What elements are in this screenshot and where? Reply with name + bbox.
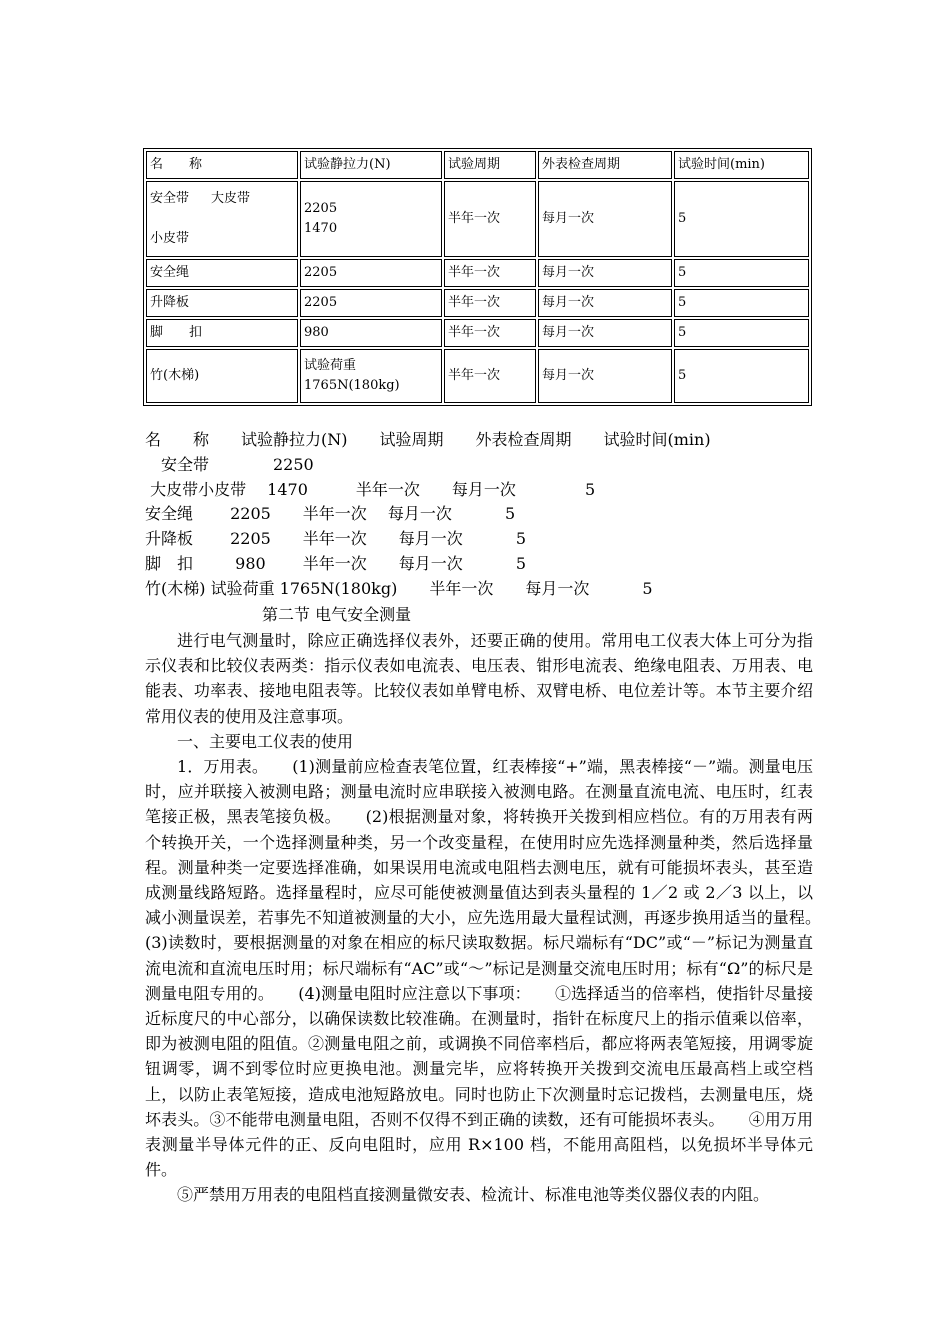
test-standards-table bbox=[143, 148, 812, 406]
cell-period: 半年一次 bbox=[444, 349, 536, 403]
cell-check: 每月一次 bbox=[538, 181, 672, 257]
paragraph: 进行电气测量时，除应正确选择仪表外，还要正确的使用。常用电工仪表大体上可分为指示仪表和比较仪表两类：指示仪表如电流表、电压表、钳形电流表、绝缘电阻表、万用表、电能表、功率表、接地电阻表等。比较仪表如单臂电桥、双臂电桥、电位差计等。本节主要介绍常用仪表的使用及注意事项。 bbox=[145, 631, 813, 726]
big-belt-label: 大皮带 bbox=[211, 191, 251, 206]
cell-check: 每月一次 bbox=[538, 349, 672, 403]
header-test-time: 试验时间(min) bbox=[674, 151, 809, 179]
cell-time: 5 bbox=[674, 349, 809, 403]
header-name: 名 称 bbox=[146, 151, 298, 179]
subheading: 一、主要电工仪表的使用 bbox=[177, 731, 354, 751]
list-item: 安全绳 2205 半年一次 每月一次 5 bbox=[145, 504, 516, 524]
cell-force: 2205 bbox=[300, 259, 442, 287]
table-row bbox=[146, 289, 809, 317]
cell-name: 竹(木梯) bbox=[146, 349, 298, 403]
body-text bbox=[145, 628, 846, 1208]
cell-name: 安全绳 bbox=[146, 259, 298, 287]
table-row bbox=[146, 259, 809, 287]
list-item: 安全带 2250 bbox=[145, 454, 314, 474]
table-row bbox=[146, 181, 809, 257]
cell-name: 升降板 bbox=[146, 289, 298, 317]
cell-name: 脚 扣 bbox=[146, 319, 298, 347]
cell-time: 5 bbox=[674, 259, 809, 287]
cell-force: 2205 1470 bbox=[300, 181, 442, 257]
cell-name bbox=[146, 181, 298, 257]
belt-label: 安全带 bbox=[150, 191, 190, 206]
cell-period: 半年一次 bbox=[444, 259, 536, 287]
cell-time: 5 bbox=[674, 289, 809, 317]
cell-check: 每月一次 bbox=[538, 319, 672, 347]
cell-check: 每月一次 bbox=[538, 259, 672, 287]
cell-time: 5 bbox=[674, 319, 809, 347]
table-row bbox=[146, 349, 809, 403]
list-item: 升降板 2205 半年一次 每月一次 5 bbox=[145, 529, 527, 549]
small-belt-label: 小皮带 bbox=[150, 231, 190, 246]
cell-period: 半年一次 bbox=[444, 289, 536, 317]
cell-time: 5 bbox=[674, 181, 809, 257]
cell-force: 980 bbox=[300, 319, 442, 347]
cell-force: 试验荷重 1765N(180kg) bbox=[300, 349, 442, 403]
list-item: 大皮带小皮带 1470 半年一次 每月一次 5 bbox=[145, 479, 596, 499]
cell-force: 2205 bbox=[300, 289, 442, 317]
paragraph: 1．万用表。 (1)测量前应检查表笔位置，红表棒接“+”端，黑表棒接“－”端。测量电压时，应并联接入被测电路；测量电流时应串联接入被测电路。在测量直流电流、电压时，红表笔接正极，黑表笔接负极。 (2)根据测量对象，将转换开关拨到相应档位。有的万用表有两个转换开关，一个选择测量种类，另一个改变量程，在使用时应先选择测量种类，然后选择量程。测量种类一定要选择准确，如果误用电流或电阻档去测电压，就有可能损坏表头，甚至造成测量线路短路。选择量程时，应尽可能使被测量值达到表头量程的 1／2 或 2／3 以上，以减小测量误差，若事先不知道被测量的大小，应先选用最大量程试测，再逐步换用适当的量程。 (3)读数时，要根据测量的对象在相应的标尺读取数据。标尺端标有“DC”或“－”标记为测量直流电流和直流电压时用；标尺端标有“AC”或“～”标记是测量交流电压时用；标有“Ω”的标尺是测量电阻专用的。 (4)测量电阻时应注意以下事项： ①选择适当的倍率档，使指针尽量接近标度尺的中心部分，以确保读数比较准确。在测量时，指针在标度尺上的指示值乘以倍率，即为被测电阻的阻值。②测量电阻之前，或调换不同倍率档后，都应将两表笔短接，用调零旋钮调零，调不到零位时应更换电池。测量完毕，应将转换开关拨到交流电压最高档上或空档上，以防止表笔短接，造成电池短路放电。同时也防止下次测量时忘记拨档，去测量电压，烧坏表头。③不能带电测量电阻，否则不仅得不到正确的读数，还有可能损坏表头。 ④用万用表测量半导体元件的正、反向电阻时，应用 R×100 档，不能用高阻档，以免损坏半导体元件。 bbox=[145, 757, 846, 1180]
paragraph: ⑤严禁用万用表的电阻档直接测量微安表、检流计、标准电池等类仪器仪表的内阻。 bbox=[177, 1185, 770, 1205]
header-period: 试验周期 bbox=[444, 151, 536, 179]
header-check-period: 外表检查周期 bbox=[538, 151, 672, 179]
header-force: 试验静拉力(N) bbox=[300, 151, 442, 179]
list-item: 名 称 试验静拉力(N) 试验周期 外表检查周期 试验时间(min) bbox=[145, 430, 711, 449]
cell-period: 半年一次 bbox=[444, 181, 536, 257]
cell-check: 每月一次 bbox=[538, 289, 672, 317]
cell-period: 半年一次 bbox=[444, 319, 536, 347]
section-title: 第二节 电气安全测量 bbox=[262, 605, 412, 624]
list-item: 竹(木梯) 试验荷重 1765N(180kg) 半年一次 每月一次 5 bbox=[145, 578, 653, 598]
table-header-row bbox=[146, 151, 809, 179]
plain-text-table bbox=[145, 428, 711, 602]
table-row bbox=[146, 319, 809, 347]
list-item: 脚 扣 980 半年一次 每月一次 5 bbox=[145, 553, 527, 573]
